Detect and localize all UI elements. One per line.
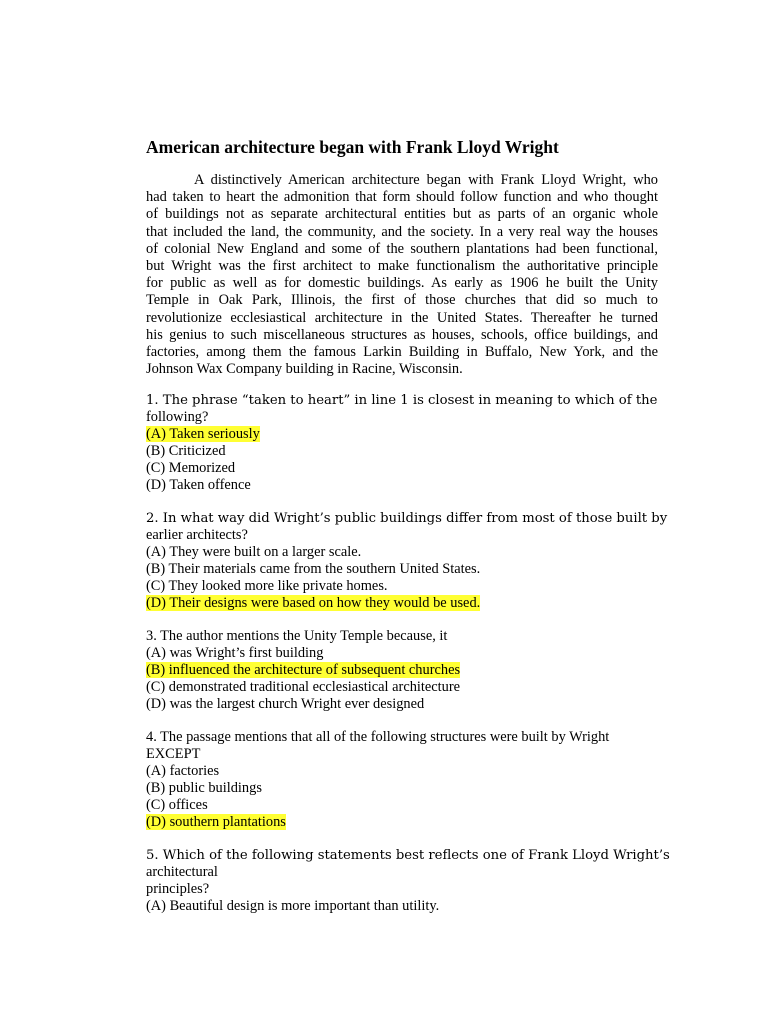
answer-option: (A) was Wright’s first building (146, 645, 324, 662)
document-title: American architecture began with Frank Lloyd Wright (146, 137, 559, 157)
answer-option: (A) Beautiful design is more important than utility. (146, 898, 440, 915)
reading-passage (146, 172, 658, 378)
passage-line: Temple in Oak Park, Illinois, the first of those churches that did so much to (146, 292, 658, 309)
question-3 (146, 628, 658, 713)
question-stem: architectural (146, 864, 218, 881)
answer-option: (D) Taken offence (146, 477, 251, 494)
question-4 (146, 729, 658, 831)
question-1 (146, 392, 658, 494)
answer-option (146, 814, 658, 831)
answer-option (146, 595, 658, 612)
question-stem: 5. Which of the following statements best reflects one of Frank Lloyd Wright’s (146, 848, 670, 864)
passage-line: of buildings not as separate architectural entities but as parts of an organic whole (146, 206, 658, 223)
question-stem: 2. In what way did Wright’s public buildings differ from most of those built by (146, 511, 668, 527)
passage-line: factories, among them the famous Larkin Building in Buffalo, New York, and the (146, 344, 658, 361)
answer-option: (D) was the largest church Wright ever designed (146, 696, 425, 713)
highlighted-answer: (B) influenced the architecture of subsequent churches (146, 662, 461, 679)
passage-line: revolutionize ecclesiastical architecture in the United States. Thereafter he turned (146, 309, 658, 326)
highlighted-answer: (D) Their designs were based on how they would be used. (146, 595, 481, 612)
answer-option: (A) factories (146, 763, 220, 780)
answer-option: (C) Memorized (146, 460, 236, 477)
passage-line: Johnson Wax Company building in Racine, Wisconsin. (146, 361, 463, 378)
answer-option (146, 662, 658, 679)
answer-option: (C) demonstrated traditional ecclesiastical architecture (146, 679, 461, 696)
answer-option: (B) Criticized (146, 443, 226, 460)
answer-option: (B) public buildings (146, 780, 262, 797)
question-stem: 1. The phrase “taken to heart” in line 1 is closest in meaning to which of the (146, 393, 658, 409)
answer-option: (B) Their materials came from the southern United States. (146, 561, 481, 578)
passage-line: A distinctively American architecture began with Frank Lloyd Wright, who (194, 172, 658, 188)
highlighted-answer: (D) southern plantations (146, 814, 286, 831)
answer-option (146, 426, 658, 443)
question-2 (146, 510, 668, 612)
question-stem: principles? (146, 881, 210, 898)
question-5 (146, 847, 670, 915)
question-stem: 4. The passage mentions that all of the following structures were built by Wright (146, 729, 610, 746)
question-stem: EXCEPT (146, 746, 201, 763)
passage-line: had taken to heart the admonition that form should follow function and who thought (146, 189, 658, 206)
passage-line: of colonial New England and some of the southern plantations had been functional, (146, 240, 658, 257)
answer-option: (C) They looked more like private homes. (146, 578, 388, 595)
passage-line: for public as well as for domestic buildings. As early as 1906 he built the Unity (146, 275, 658, 292)
passage-line: that included the land, the community, and the society. In a very real way the houses (146, 223, 658, 240)
answer-option: (A) They were built on a larger scale. (146, 544, 362, 561)
question-stem: following? (146, 409, 209, 426)
question-stem: earlier architects? (146, 527, 248, 544)
answer-option: (C) offices (146, 797, 208, 814)
passage-line: his genius to such miscellaneous structures as houses, schools, office buildings, and (146, 326, 658, 343)
document-page (146, 136, 670, 931)
passage-line: but Wright was the first architect to make functionalism the authoritative principle (146, 258, 658, 275)
question-stem: 3. The author mentions the Unity Temple because, it (146, 628, 448, 645)
highlighted-answer: (A) Taken seriously (146, 426, 260, 443)
